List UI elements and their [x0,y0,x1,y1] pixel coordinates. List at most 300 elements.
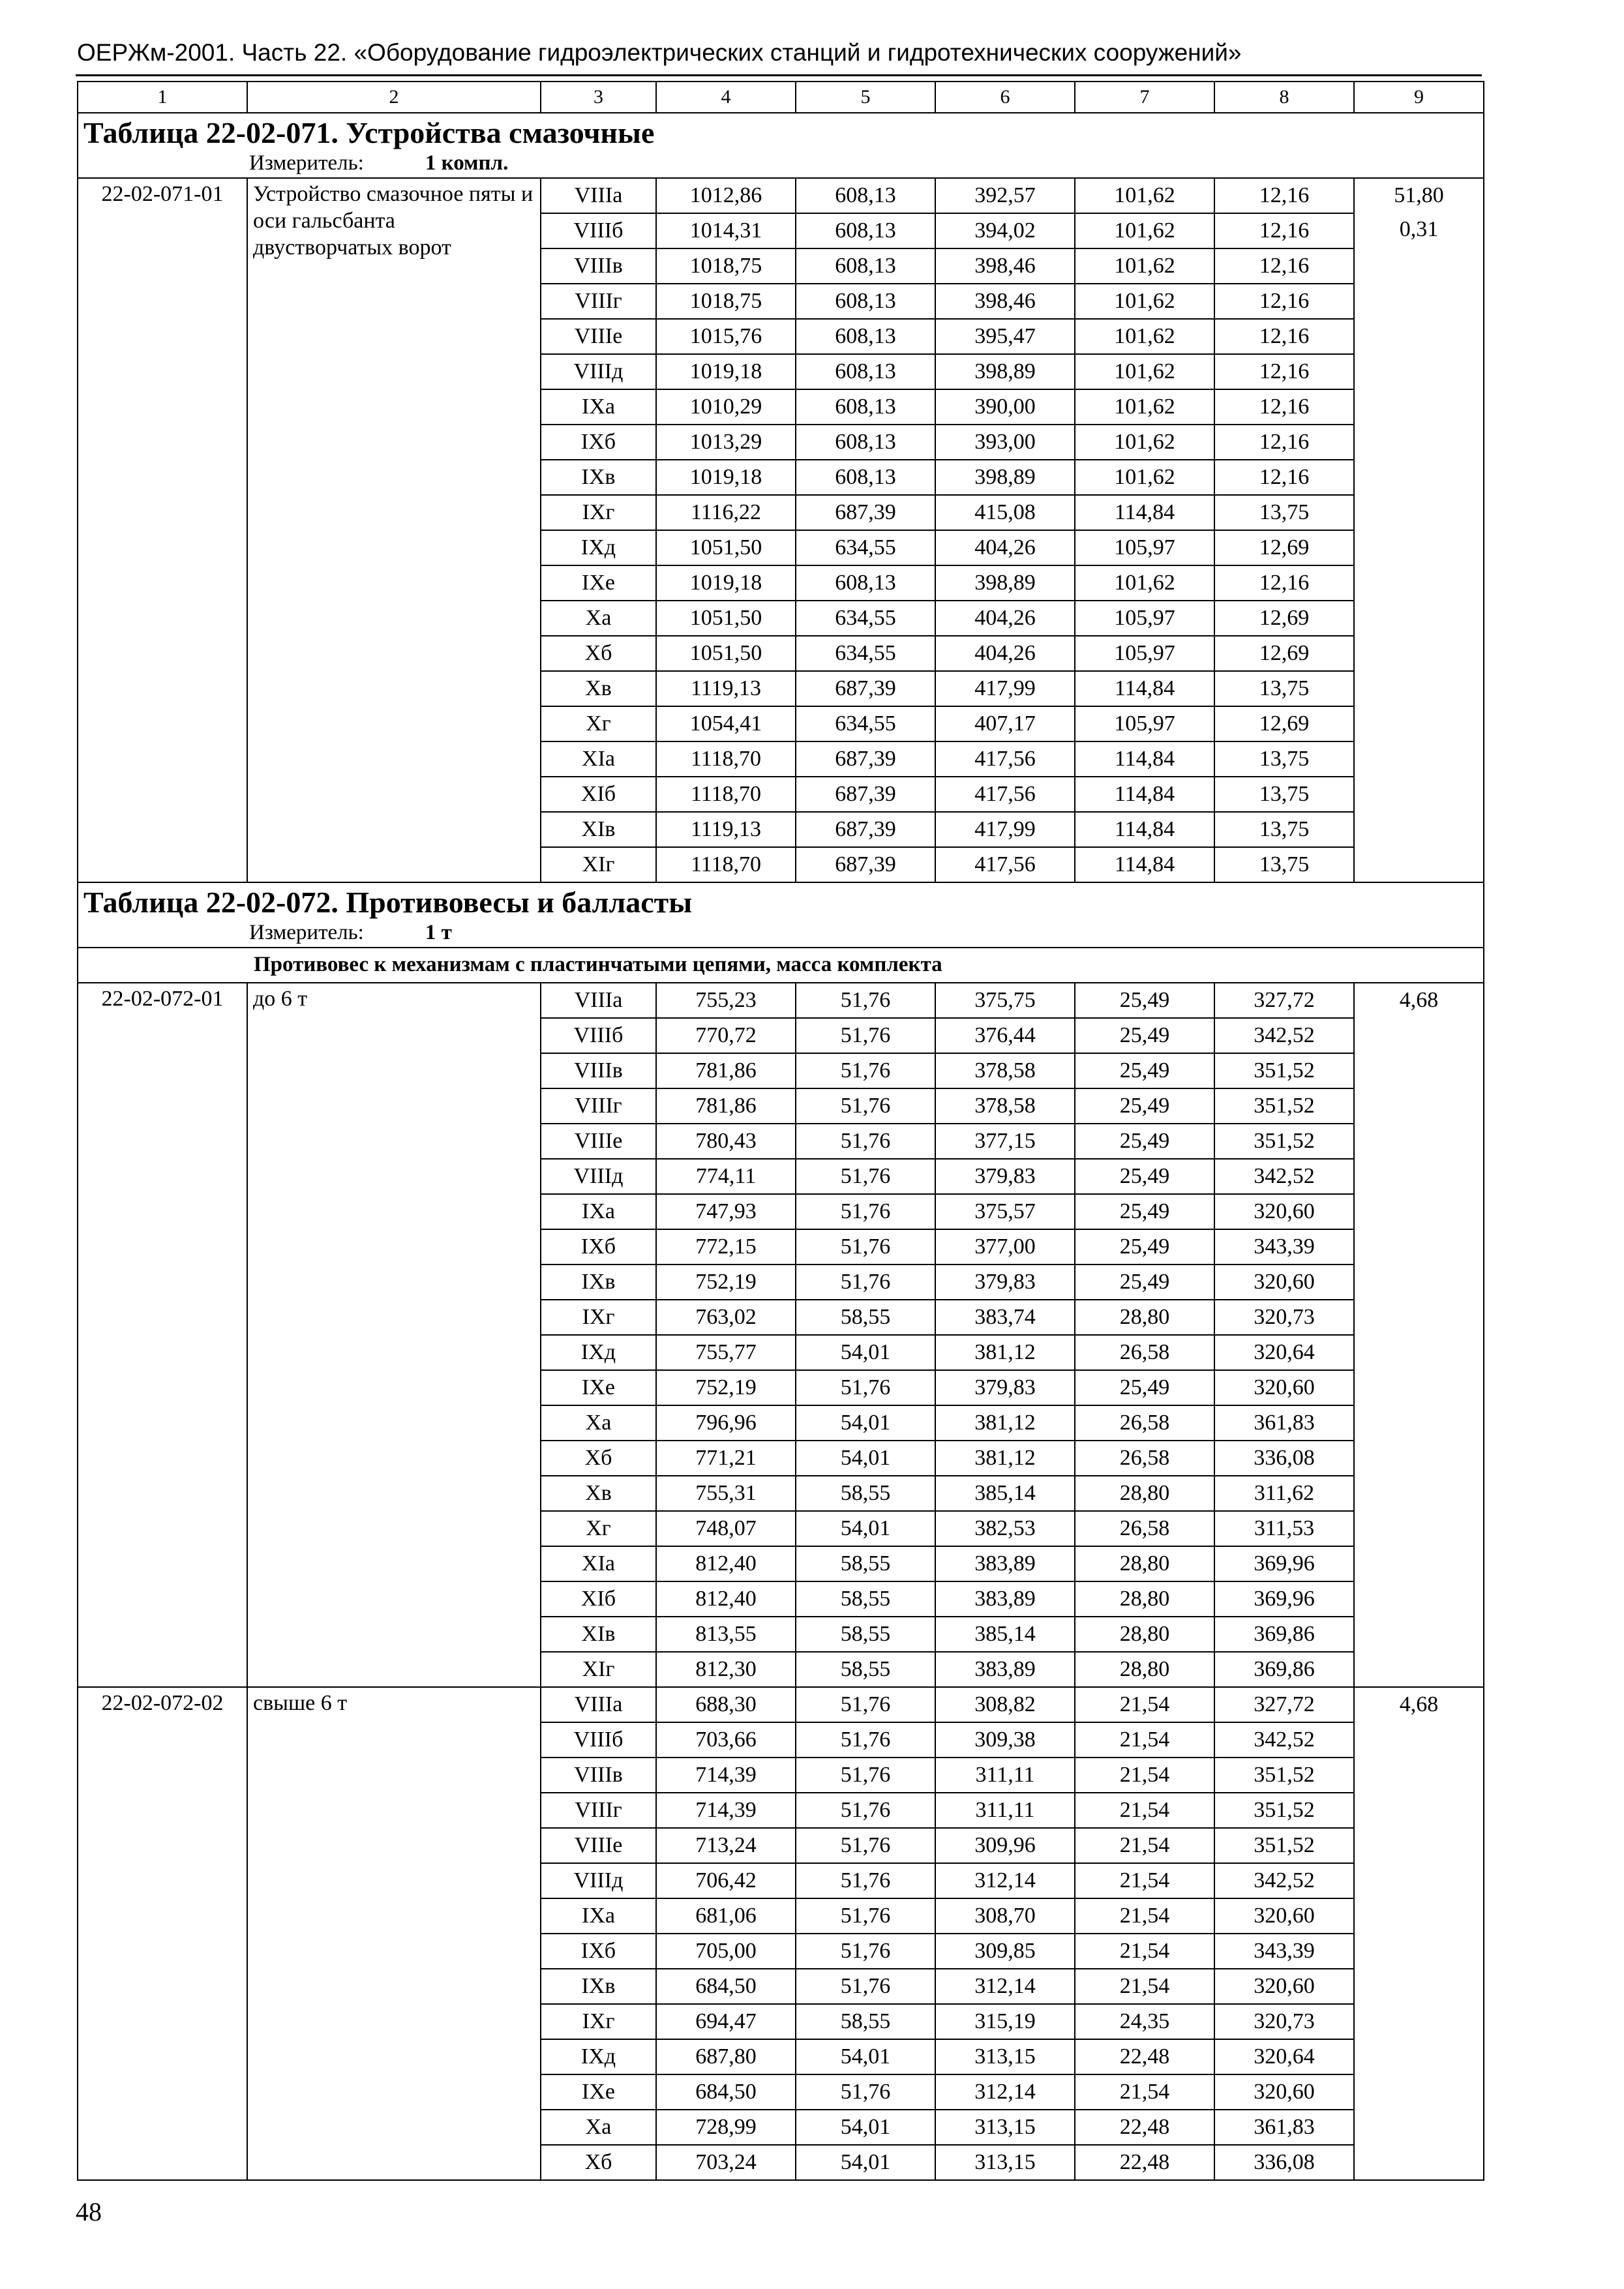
rate-description: свыше 6 т [247,1687,541,2180]
value-cell: 51,76 [796,1898,935,1934]
measure-label: Измеритель: [249,920,364,944]
value-cell: 687,39 [796,847,935,882]
table-heading [78,882,1484,948]
value-cell: 385,14 [935,1476,1075,1511]
zone-cell: XIб [541,777,656,812]
column-9-value: 51,80 [1394,183,1444,207]
value-cell: 342,52 [1214,1722,1354,1758]
value-cell: 320,60 [1214,1969,1354,2004]
value-cell: 383,89 [935,1581,1075,1617]
zone-cell: IXв [541,1264,656,1300]
column-9-values [1354,983,1484,1687]
value-cell: 13,75 [1214,847,1354,882]
value-cell: 381,12 [935,1335,1075,1370]
page-number: 48 [76,2197,102,2226]
value-cell: 25,49 [1075,1370,1214,1405]
value-cell: 1118,70 [656,777,796,812]
value-cell: 378,58 [935,1053,1075,1088]
measure-label: Измеритель: [249,151,364,175]
table-row [78,178,1484,213]
value-cell: 21,54 [1075,1934,1214,1969]
value-cell: 25,49 [1075,1264,1214,1300]
value-cell: 772,15 [656,1229,796,1264]
value-cell: 1018,75 [656,248,796,284]
value-cell: 51,76 [796,1370,935,1405]
value-cell: 417,56 [935,741,1075,777]
value-cell: 378,58 [935,1088,1075,1124]
value-cell: 1051,50 [656,636,796,671]
value-cell: 1012,86 [656,178,796,213]
value-cell: 58,55 [796,1581,935,1617]
column-number: 6 [935,82,1075,113]
zone-cell: Xа [541,601,656,636]
value-cell: 404,26 [935,636,1075,671]
value-cell: 1019,18 [656,354,796,389]
zone-cell: VIIIе [541,319,656,354]
zone-cell: IXб [541,1934,656,1969]
zone-cell: IXд [541,2039,656,2074]
zone-cell: VIIIб [541,213,656,248]
value-cell: 12,16 [1214,319,1354,354]
value-cell: 634,55 [796,530,935,565]
value-cell: 1018,75 [656,284,796,319]
value-cell: 812,30 [656,1652,796,1687]
zone-cell: VIIIд [541,1159,656,1194]
value-cell: 1015,76 [656,319,796,354]
value-cell: 608,13 [796,460,935,495]
value-cell: 703,66 [656,1722,796,1758]
zone-cell: IXд [541,1335,656,1370]
zone-cell: IXг [541,495,656,530]
value-cell: 1118,70 [656,847,796,882]
value-cell: 13,75 [1214,812,1354,847]
value-cell: 812,40 [656,1546,796,1581]
page-header-title: ОЕРЖм-2001. Часть 22. «Оборудование гидроэлектрических станций и гидротехнических сооружений» [77,39,1242,66]
value-cell: 313,15 [935,2145,1075,2180]
value-cell: 608,13 [796,389,935,425]
value-cell: 26,58 [1075,1511,1214,1546]
value-cell: 351,52 [1214,1758,1354,1793]
value-cell: 54,01 [796,1511,935,1546]
value-cell: 404,26 [935,601,1075,636]
value-cell: 342,52 [1214,1018,1354,1053]
zone-cell: IXа [541,1194,656,1229]
header-rule [76,74,1482,76]
zone-cell: IXв [541,460,656,495]
value-cell: 51,76 [796,1969,935,2004]
value-cell: 770,72 [656,1018,796,1053]
table-title: Таблица 22-02-071. Устройства смазочные [83,115,655,149]
value-cell: 385,14 [935,1617,1075,1652]
value-cell: 608,13 [796,248,935,284]
value-cell: 1010,29 [656,389,796,425]
value-cell: 327,72 [1214,1687,1354,1722]
value-cell: 343,39 [1214,1934,1354,1969]
value-cell: 25,49 [1075,1088,1214,1124]
zone-cell: XIа [541,741,656,777]
value-cell: 101,62 [1075,319,1214,354]
zone-cell: Xг [541,1511,656,1546]
value-cell: 781,86 [656,1053,796,1088]
zone-cell: IXе [541,2074,656,2110]
value-cell: 315,19 [935,2004,1075,2039]
value-cell: 361,83 [1214,1405,1354,1441]
rates-table [77,81,1484,2181]
value-cell: 105,97 [1075,601,1214,636]
column-number: 9 [1354,82,1484,113]
column-9-value: 4,68 [1399,1692,1439,1716]
zone-cell: Xа [541,1405,656,1441]
zone-cell: IXб [541,1229,656,1264]
value-cell: 312,14 [935,1969,1075,2004]
value-cell: 51,76 [796,1159,935,1194]
value-cell: 309,38 [935,1722,1075,1758]
value-cell: 351,52 [1214,1088,1354,1124]
value-cell: 51,76 [796,1018,935,1053]
value-cell: 101,62 [1075,284,1214,319]
value-cell: 351,52 [1214,1828,1354,1863]
value-cell: 51,76 [796,1088,935,1124]
value-cell: 21,54 [1075,1793,1214,1828]
value-cell: 320,73 [1214,1300,1354,1335]
value-cell: 26,58 [1075,1441,1214,1476]
value-cell: 12,16 [1214,178,1354,213]
zone-cell: VIIIд [541,1863,656,1898]
value-cell: 687,80 [656,2039,796,2074]
value-cell: 687,39 [796,812,935,847]
value-cell: 379,83 [935,1370,1075,1405]
value-cell: 101,62 [1075,213,1214,248]
value-cell: 336,08 [1214,1441,1354,1476]
value-cell: 114,84 [1075,495,1214,530]
value-cell: 634,55 [796,601,935,636]
value-cell: 12,69 [1214,601,1354,636]
value-cell: 51,76 [796,1194,935,1229]
zone-cell: VIIIг [541,1793,656,1828]
value-cell: 101,62 [1075,248,1214,284]
subheading-text: Противовес к механизмам с пластинчатыми цепями, масса комплекта [247,948,1484,983]
zone-cell: Xб [541,1441,656,1476]
value-cell: 608,13 [796,319,935,354]
value-cell: 375,75 [935,983,1075,1018]
zone-cell: VIIIа [541,1687,656,1722]
value-cell: 12,16 [1214,248,1354,284]
measure-line [83,151,1478,177]
value-cell: 22,48 [1075,2110,1214,2145]
zone-cell: IXе [541,1370,656,1405]
value-cell: 51,76 [796,1934,935,1969]
value-cell: 28,80 [1075,1652,1214,1687]
value-cell: 12,16 [1214,389,1354,425]
value-cell: 12,16 [1214,354,1354,389]
zone-cell: XIа [541,1546,656,1581]
column-9-value: 0,31 [1399,217,1439,241]
value-cell: 309,85 [935,1934,1075,1969]
value-cell: 25,49 [1075,1229,1214,1264]
value-cell: 320,73 [1214,2004,1354,2039]
value-cell: 781,86 [656,1088,796,1124]
zone-cell: VIIIб [541,1018,656,1053]
value-cell: 688,30 [656,1687,796,1722]
table-row [78,983,1484,1018]
value-cell: 101,62 [1075,178,1214,213]
value-cell: 101,62 [1075,565,1214,601]
value-cell: 369,86 [1214,1652,1354,1687]
value-cell: 21,54 [1075,1863,1214,1898]
value-cell: 608,13 [796,178,935,213]
value-cell: 747,93 [656,1194,796,1229]
column-number: 4 [656,82,796,113]
value-cell: 407,17 [935,706,1075,741]
value-cell: 763,02 [656,1300,796,1335]
value-cell: 51,76 [796,1687,935,1722]
value-cell: 774,11 [656,1159,796,1194]
value-cell: 320,64 [1214,1335,1354,1370]
value-cell: 21,54 [1075,1687,1214,1722]
value-cell: 54,01 [796,1335,935,1370]
value-cell: 25,49 [1075,1053,1214,1088]
column-number: 7 [1075,82,1214,113]
zone-cell: Xа [541,2110,656,2145]
zone-cell: Xг [541,706,656,741]
value-cell: 114,84 [1075,777,1214,812]
value-cell: 1118,70 [656,741,796,777]
value-cell: 28,80 [1075,1617,1214,1652]
zone-cell: VIIIа [541,983,656,1018]
value-cell: 398,46 [935,248,1075,284]
value-cell: 361,83 [1214,2110,1354,2145]
value-cell: 703,24 [656,2145,796,2180]
rate-code: 22-02-072-02 [78,1687,247,2180]
value-cell: 381,12 [935,1405,1075,1441]
zone-cell: Xб [541,2145,656,2180]
value-cell: 369,96 [1214,1581,1354,1617]
value-cell: 28,80 [1075,1300,1214,1335]
zone-cell: IXг [541,2004,656,2039]
value-cell: 51,76 [796,1863,935,1898]
value-cell: 342,52 [1214,1159,1354,1194]
value-cell: 684,50 [656,1969,796,2004]
measure-line [83,920,1478,946]
value-cell: 308,70 [935,1898,1075,1934]
value-cell: 351,52 [1214,1053,1354,1088]
value-cell: 383,89 [935,1652,1075,1687]
value-cell: 51,76 [796,2074,935,2110]
value-cell: 25,49 [1075,1124,1214,1159]
value-cell: 320,60 [1214,1264,1354,1300]
value-cell: 687,39 [796,741,935,777]
value-cell: 22,48 [1075,2039,1214,2074]
value-cell: 1051,50 [656,530,796,565]
value-cell: 12,16 [1214,460,1354,495]
value-cell: 417,56 [935,777,1075,812]
value-cell: 390,00 [935,389,1075,425]
value-cell: 415,08 [935,495,1075,530]
value-cell: 392,57 [935,178,1075,213]
rate-code: 22-02-072-01 [78,983,247,1687]
value-cell: 398,46 [935,284,1075,319]
value-cell: 379,83 [935,1264,1075,1300]
value-cell: 748,07 [656,1511,796,1546]
value-cell: 51,76 [796,1793,935,1828]
value-cell: 381,12 [935,1441,1075,1476]
value-cell: 311,53 [1214,1511,1354,1546]
value-cell: 25,49 [1075,983,1214,1018]
value-cell: 311,11 [935,1758,1075,1793]
value-cell: 1119,13 [656,671,796,706]
value-cell: 101,62 [1075,425,1214,460]
value-cell: 105,97 [1075,530,1214,565]
value-cell: 313,15 [935,2110,1075,2145]
value-cell: 369,96 [1214,1546,1354,1581]
value-cell: 313,15 [935,2039,1075,2074]
value-cell: 311,62 [1214,1476,1354,1511]
value-cell: 12,16 [1214,284,1354,319]
value-cell: 12,16 [1214,213,1354,248]
column-number-row [78,82,1484,113]
value-cell: 21,54 [1075,2074,1214,2110]
zone-cell: Xв [541,1476,656,1511]
value-cell: 13,75 [1214,671,1354,706]
value-cell: 312,14 [935,1863,1075,1898]
value-cell: 51,76 [796,1264,935,1300]
zone-cell: VIIIв [541,1053,656,1088]
value-cell: 752,19 [656,1264,796,1300]
value-cell: 58,55 [796,1617,935,1652]
value-cell: 1014,31 [656,213,796,248]
value-cell: 375,57 [935,1194,1075,1229]
value-cell: 796,96 [656,1405,796,1441]
value-cell: 54,01 [796,1405,935,1441]
value-cell: 12,16 [1214,565,1354,601]
zone-cell: IXе [541,565,656,601]
value-cell: 634,55 [796,706,935,741]
value-cell: 813,55 [656,1617,796,1652]
measure-value: 1 компл. [425,151,509,175]
value-cell: 51,76 [796,983,935,1018]
value-cell: 608,13 [796,425,935,460]
column-number: 5 [796,82,935,113]
value-cell: 54,01 [796,2039,935,2074]
value-cell: 755,77 [656,1335,796,1370]
value-cell: 728,99 [656,2110,796,2145]
value-cell: 320,64 [1214,2039,1354,2074]
value-cell: 687,39 [796,495,935,530]
value-cell: 608,13 [796,213,935,248]
value-cell: 752,19 [656,1370,796,1405]
zone-cell: IXг [541,1300,656,1335]
value-cell: 21,54 [1075,1828,1214,1863]
rate-description: до 6 т [247,983,541,1687]
value-cell: 327,72 [1214,983,1354,1018]
value-cell: 351,52 [1214,1124,1354,1159]
value-cell: 379,83 [935,1159,1075,1194]
value-cell: 376,44 [935,1018,1075,1053]
value-cell: 377,15 [935,1124,1075,1159]
value-cell: 12,69 [1214,706,1354,741]
value-cell: 1013,29 [656,425,796,460]
value-cell: 114,84 [1075,812,1214,847]
value-cell: 58,55 [796,1476,935,1511]
column-9-value: 4,68 [1399,988,1439,1012]
value-cell: 382,53 [935,1511,1075,1546]
value-cell: 58,55 [796,2004,935,2039]
value-cell: 12,69 [1214,636,1354,671]
value-cell: 13,75 [1214,495,1354,530]
value-cell: 320,60 [1214,1370,1354,1405]
value-cell: 101,62 [1075,354,1214,389]
value-cell: 21,54 [1075,1758,1214,1793]
zone-cell: IXд [541,530,656,565]
value-cell: 24,35 [1075,2004,1214,2039]
table-title: Таблица 22-02-072. Противовесы и балласты [83,885,693,919]
value-cell: 114,84 [1075,671,1214,706]
column-number: 3 [541,82,656,113]
zone-cell: XIв [541,812,656,847]
table-title-row [78,882,1484,948]
value-cell: 312,14 [935,2074,1075,2110]
value-cell: 28,80 [1075,1546,1214,1581]
value-cell: 608,13 [796,354,935,389]
value-cell: 51,76 [796,1722,935,1758]
value-cell: 51,76 [796,1053,935,1088]
value-cell: 705,00 [656,1934,796,1969]
value-cell: 320,60 [1214,1898,1354,1934]
zone-cell: VIIIб [541,1722,656,1758]
value-cell: 694,47 [656,2004,796,2039]
value-cell: 58,55 [796,1546,935,1581]
zone-cell: XIв [541,1617,656,1652]
value-cell: 25,49 [1075,1018,1214,1053]
value-cell: 21,54 [1075,1722,1214,1758]
value-cell: 320,60 [1214,1194,1354,1229]
value-cell: 398,89 [935,565,1075,601]
value-cell: 25,49 [1075,1194,1214,1229]
value-cell: 22,48 [1075,2145,1214,2180]
value-cell: 28,80 [1075,1476,1214,1511]
value-cell: 608,13 [796,565,935,601]
value-cell: 377,00 [935,1229,1075,1264]
value-cell: 687,39 [796,777,935,812]
value-cell: 404,26 [935,530,1075,565]
value-cell: 395,47 [935,319,1075,354]
value-cell: 369,86 [1214,1617,1354,1652]
value-cell: 54,01 [796,1441,935,1476]
value-cell: 28,80 [1075,1581,1214,1617]
value-cell: 101,62 [1075,389,1214,425]
subheading-row [78,948,1484,983]
value-cell: 398,89 [935,354,1075,389]
zone-cell: VIIIв [541,248,656,284]
value-cell: 308,82 [935,1687,1075,1722]
value-cell: 417,99 [935,812,1075,847]
value-cell: 26,58 [1075,1335,1214,1370]
value-cell: 12,16 [1214,425,1354,460]
value-cell: 1019,18 [656,565,796,601]
subheading-spacer [78,948,247,983]
value-cell: 687,39 [796,671,935,706]
value-cell: 394,02 [935,213,1075,248]
value-cell: 13,75 [1214,741,1354,777]
value-cell: 1119,13 [656,812,796,847]
value-cell: 755,31 [656,1476,796,1511]
value-cell: 684,50 [656,2074,796,2110]
value-cell: 351,52 [1214,1793,1354,1828]
value-cell: 1054,41 [656,706,796,741]
value-cell: 309,96 [935,1828,1075,1863]
value-cell: 51,76 [796,1828,935,1863]
value-cell: 812,40 [656,1581,796,1617]
